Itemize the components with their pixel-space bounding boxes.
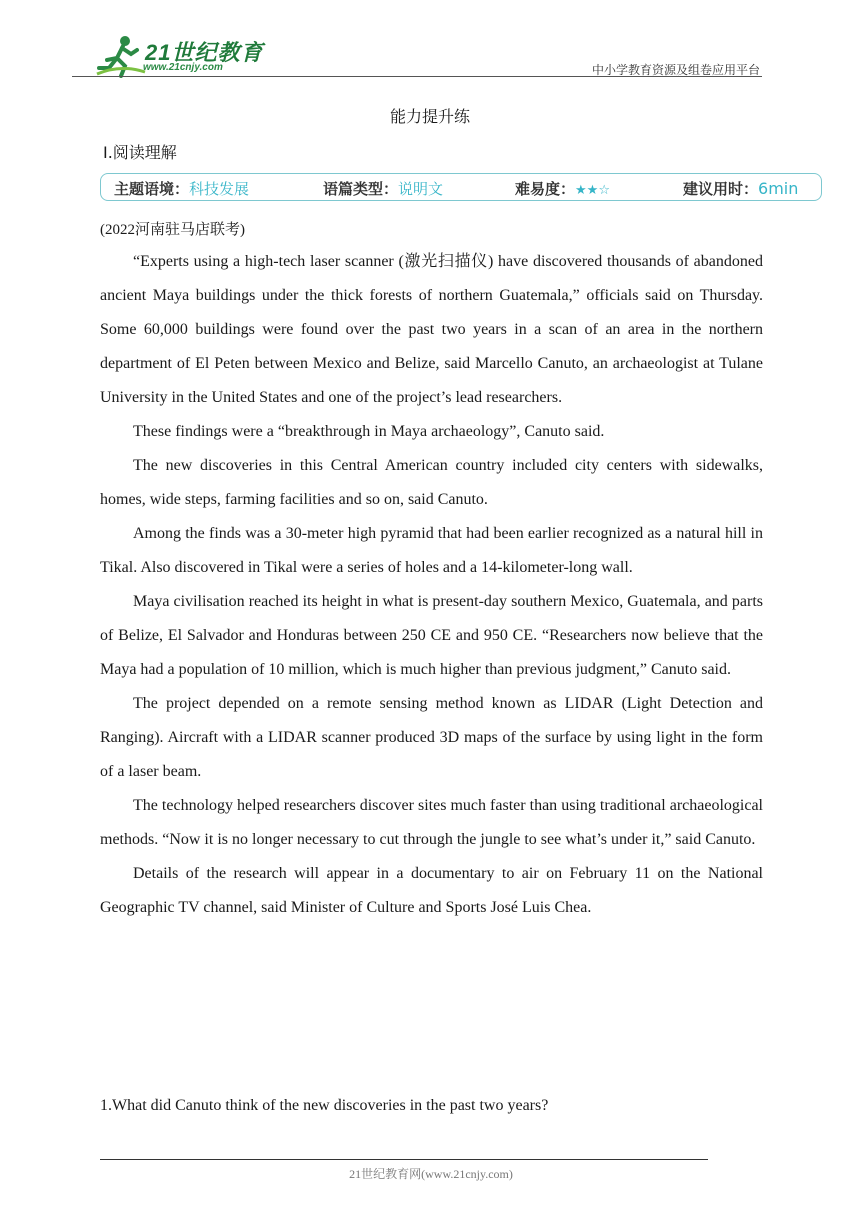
source-note: (2022河南驻马店联考) (100, 222, 245, 238)
genre-value: 说明文 (398, 180, 444, 198)
info-bar (100, 173, 822, 201)
genre-info (323, 178, 443, 199)
genre-label: 语篇类型： (323, 180, 399, 198)
header-divider (72, 76, 762, 77)
time-label: 建议用时： (683, 180, 759, 198)
paragraph: Details of the research will appear in a documentary to air on February 11 on the National Geographic TV channel, said Minister of Culture and Sports José Luis Chea. (100, 865, 763, 916)
difficulty-info (515, 178, 610, 199)
article-body (100, 245, 763, 925)
topic-label: 主题语境： (114, 180, 190, 198)
question-1: 1.What did Canuto think of the new discoveries in the past two years? (100, 1097, 549, 1114)
logo-url: www.21cnjy.com (143, 62, 223, 73)
running-man-icon (95, 34, 147, 78)
difficulty-stars: ★★☆ (575, 183, 610, 198)
paragraph: Maya civilisation reached its height in what is present-day southern Mexico, Guatemala, and parts of Belize, El Salvador and Honduras between 250 CE and 950 CE. “Researchers now believe that the Maya had a population of 10 million, which is much higher than previous judgment,” Canuto said. (100, 593, 763, 678)
paragraph: These findings were a “breakthrough in Maya archaeology”, Canuto said. (133, 423, 605, 440)
topic-value: 科技发展 (189, 180, 250, 198)
page-header (95, 34, 760, 80)
paragraph: The new discoveries in this Central American country included city centers with sidewalks, homes, wide steps, farming facilities and so on, said Canuto. (100, 457, 763, 508)
topic-info (114, 178, 249, 199)
paragraph: The technology helped researchers discover sites much faster than using traditional archaeological methods. “Now it is no longer necessary to cut through the jungle to see what’s under it,” said Canuto. (100, 797, 763, 848)
time-value: 6min (758, 179, 799, 198)
paragraph: Among the finds was a 30-meter high pyramid that had been earlier recognized as a natural hill in Tikal. Also discovered in Tikal were a series of holes and a 14-kilometer-long wall. (100, 525, 763, 576)
difficulty-label: 难易度： (515, 180, 576, 198)
footer-divider (100, 1159, 708, 1160)
paragraph: “Experts using a high-tech laser scanner (激光扫描仪) have discovered thousands of abandoned ancient Maya buildings under the thick forests of northern Guatemala,” officials said on Thursday. Some 60,000 buildings were found over the past two years in a scan of an area in the northern department of El Peten between Mexico and Belize, said Marcello Canuto, an archaeologist at Tulane University in the United States and one of the project’s lead researchers. (100, 253, 763, 406)
logo-text: 21世纪教育 (145, 40, 264, 65)
footer-text: 21世纪教育网(www.21cnjy.com) (349, 1167, 513, 1181)
platform-name: 中小学教育资源及组卷应用平台 (591, 63, 760, 77)
part-title: Ⅰ.阅读理解 (103, 143, 177, 162)
section-title: 能力提升练 (389, 107, 470, 126)
paragraph: The project depended on a remote sensing method known as LIDAR (Light Detection and Ranging). Aircraft with a LIDAR scanner produced 3D maps of the surface by using light in the form of a laser beam. (100, 695, 763, 780)
logo[interactable] (95, 34, 265, 78)
time-info (683, 178, 798, 199)
